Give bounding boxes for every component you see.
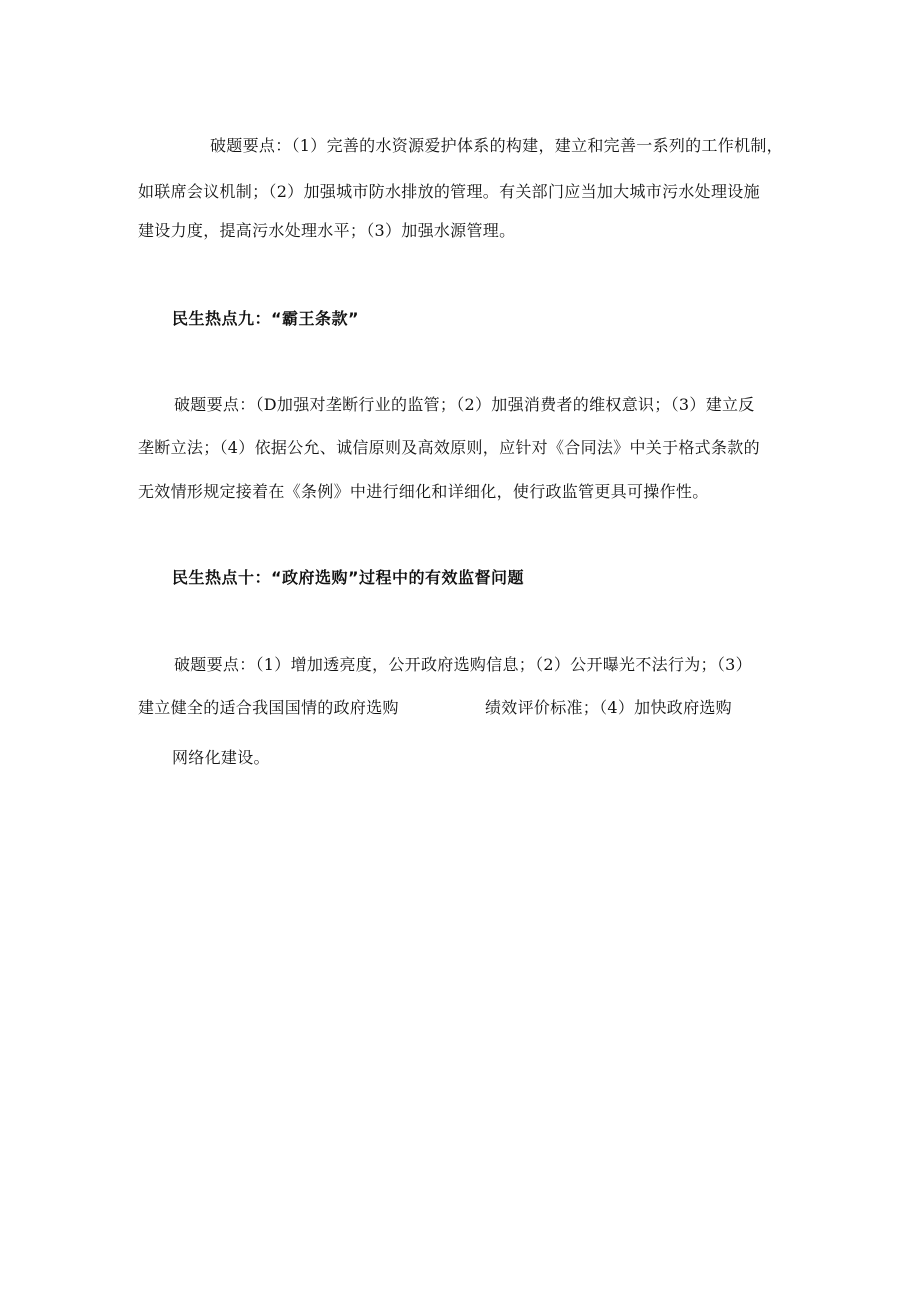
paragraph-line: 绩效评价标准；（4）加快政府选购 (485, 698, 732, 717)
section-heading: 民生热点十：“政府选购”过程中的有效监督问题 (172, 568, 525, 587)
paragraph-line: 无效情形规定接着在《条例》中进行细化和详细化，使行政监管更具可操作性。 (138, 482, 709, 501)
paragraph-line: 如联席会议机制；（2）加强城市防水排放的管理。有关部门应当加大城市污水处理设施 (138, 182, 760, 201)
paragraph-line: 建立健全的适合我国国情的政府选购 (138, 698, 399, 717)
section-heading: 民生热点九：“霸王条款” (172, 309, 360, 328)
paragraph-line: 破题要点：（1）增加透亮度，公开政府选购信息；（2）公开曝光不法行为；（3） (174, 655, 752, 674)
paragraph-line: 网络化建设。 (172, 748, 270, 767)
paragraph-line: 垄断立法；（4）依据公允、诚信原则及高效原则，应针对《合同法》中关于格式条款的 (138, 438, 760, 457)
paragraph-line: 破题要点：（D加强对垄断行业的监管；（2）加强消费者的维权意识；（3）建立反 (174, 395, 755, 414)
paragraph-line: 破题要点：（1）完善的水资源爱护体系的构建，建立和完善一系列的工作机制， (210, 136, 783, 155)
paragraph-line: 建设力度，提高污水处理水平；（3）加强水源管理。 (138, 221, 516, 240)
